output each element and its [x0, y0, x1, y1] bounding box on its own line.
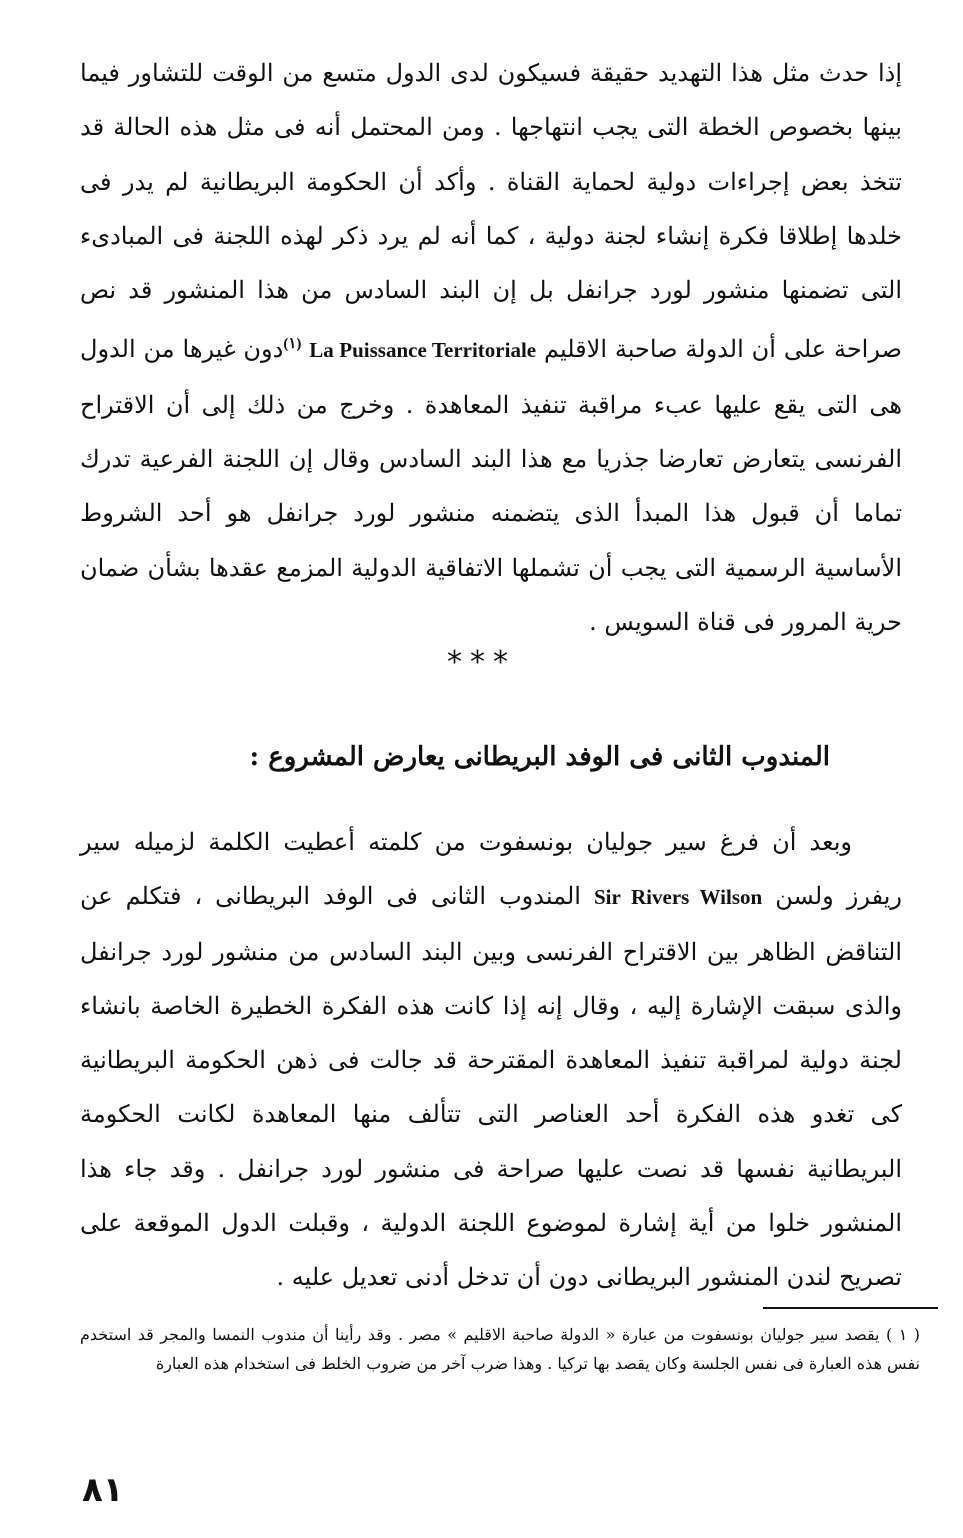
section-heading: المندوب الثانى فى الوفد البريطانى يعارض المشروع :	[249, 742, 830, 772]
paragraph-2-text: وبعد أن فرغ سير جوليان بونسفوت من كلمته أعطيت الكلمة لزميله سير ريفرز ولسن	[80, 828, 902, 911]
body-paragraph-1	[80, 46, 902, 649]
latin-term-puissance-territoriale: La Puissance Territoriale	[309, 338, 537, 363]
footnote-marker: (١)	[283, 336, 302, 353]
section-separator: ***	[447, 645, 516, 680]
paragraph-1-text: إذا حدث مثل هذا التهديد حقيقة فسيكون لدى الدول متسع من الوقت للتشاور فيما بينها بخصوص الخطة التى يجب انتهاجها . ومن المحتمل أنه فى مثل هذه الحالة قد تتخذ بعض إجراءات دولية لحماية القناة . وأكد أن الحكومة البريطانية لم يدر فى خلدها إطلاقا فكرة إنشاء لجنة دولية ، كما أنه لم يرد ذكر لهذه اللجنة فى المبادىء التى تضمنها منشور لورد جرانفل بل إن البند السادس من هذا المنشور قد نص صراحة على أن الدولة صاحبة الاقليم	[80, 59, 903, 364]
footnote: ( ١ ) يقصد سير جوليان بونسفوت من عبارة « الدولة صاحبة الاقليم » مصر . وقد رأينا أن مندوب النمسا والمجر قد استخدم نفس هذه العبارة فى نفس الجلسة وكان يقصد بها تركيا . وهذا ضرب آخر من ضروب الخلط فى استخدام هذه العبارة	[80, 1325, 921, 1373]
paragraph-1-continuation: دون غيرها من الدول هى التى يقع عليها عبء مراقبة تنفيذ المعاهدة . وخرج من ذلك إلى أن الاقتراح الفرنسى يتعارض تعارضا جذريا مع هذا البند السادس وقال إن اللجنة الفرعية تدرك تماما أن قبول هذا المبدأ الذى يتضمنه منشور لورد جرانفل هو أحد الشروط الأساسية الرسمية التى يجب أن تشملها الاتفاقية الدولية المزمع عقدها بشأن ضمان حرية المرور فى قناة السويس .	[80, 335, 902, 636]
footnote-divider	[763, 1307, 938, 1309]
latin-name-sir-rivers-wilson: Sir Rivers Wilson	[593, 885, 763, 910]
body-paragraph-2	[80, 815, 902, 1305]
page-number: ٨١	[82, 1470, 124, 1510]
paragraph-2-continuation: المندوب الثانى فى الوفد البريطانى ، فتكلم عن التناقض الظاهر بين الاقتراح الفرنسى وبين البند السادس من منشور لورد جرانفل والذى سبقت الإشارة إليه ، وقال إنه إذا كانت هذه الفكرة الخطيرة الخاصة بانشاء لجنة دولية لمراقبة تنفيذ المعاهدة المقترحة قد جالت فى ذهن الحكومة البريطانية كى تغدو هذه الفكرة أحد العناصر التى تتألف منها المعاهدة لكانت الحكومة البريطانية نفسها قد نصت عليها صراحة فى منشور لورد جرانفل . وقد جاء هذا المنشور خلوا من أية إشارة لموضوع اللجنة الدولية ، وقبلت الدول الموقعة على تصريح لندن المنشور البريطانى دون أن تدخل أدنى تعديل عليه .	[80, 882, 902, 1292]
